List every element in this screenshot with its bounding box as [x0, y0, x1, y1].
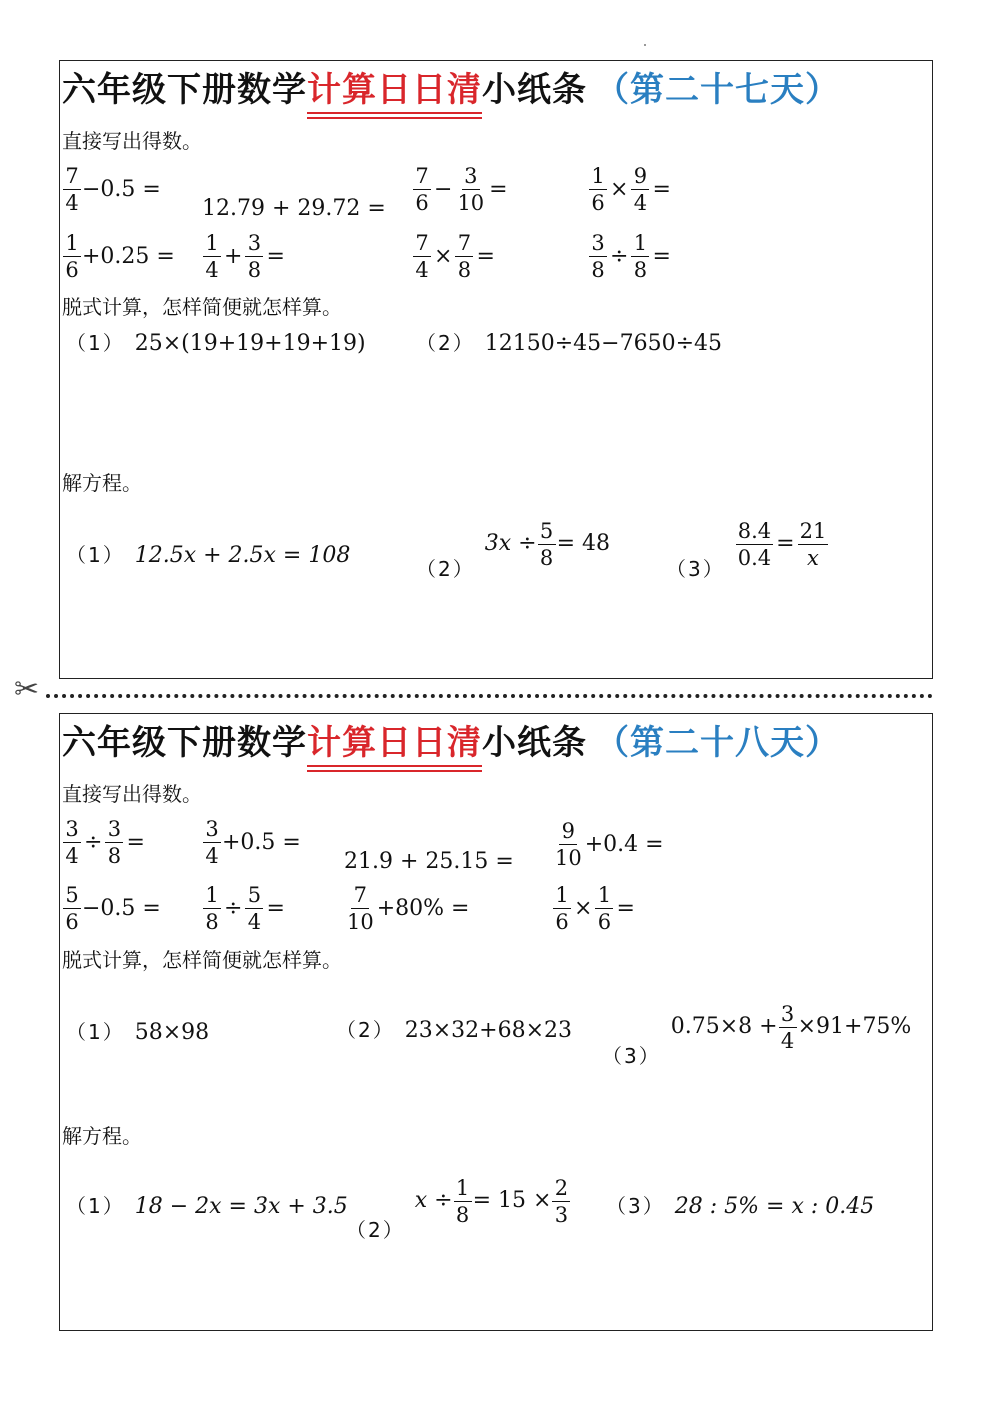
equals-sign: = — [652, 243, 671, 269]
equals-sign: = — [652, 176, 671, 202]
simplify-problem-3 — [602, 984, 911, 1071]
worksheet-day-28 — [59, 713, 933, 1331]
simplify-problem-1 — [66, 329, 366, 358]
operator: × — [574, 895, 593, 921]
equation-1 — [66, 1192, 348, 1221]
expression-head: 0.75×8 + — [670, 1014, 778, 1039]
problem-label: （2） — [346, 1218, 405, 1242]
direct-problem-7 — [344, 882, 470, 935]
numerator: 7 — [413, 163, 431, 190]
expression: 18 − 2x = 3x + 3.5 — [134, 1194, 348, 1219]
numerator: 1 — [553, 882, 571, 909]
equals-sign: = — [266, 243, 285, 269]
worksheet-title — [62, 67, 840, 113]
denominator: 8 — [455, 1202, 470, 1227]
title-suffix: 小纸条 — [482, 70, 587, 110]
numerator: 1 — [454, 1175, 472, 1202]
problem-label: （2） — [336, 1018, 395, 1042]
numerator: 5 — [63, 882, 81, 909]
equals-sign: = — [616, 895, 635, 921]
denominator: 8 — [205, 910, 219, 934]
worksheet-day-27 — [59, 60, 933, 679]
direct-problem-8 — [552, 882, 637, 935]
problem-label: （3） — [606, 1194, 665, 1218]
denominator: 4 — [205, 258, 219, 282]
denominator: 0.4 — [737, 545, 772, 570]
denominator: 4 — [247, 910, 262, 934]
direct-problem-1 — [62, 163, 161, 216]
denominator: 6 — [591, 191, 605, 215]
numerator: 5 — [538, 518, 556, 545]
numerator: 3 — [462, 163, 480, 190]
denominator: 6 — [65, 910, 79, 934]
equals-sign: = — [126, 829, 145, 855]
denominator: 10 — [457, 191, 485, 215]
section-equation: 解方程。 — [62, 471, 142, 495]
direct-problem-2 — [202, 816, 301, 869]
equals-sign: = — [266, 895, 285, 921]
equation-3 — [666, 505, 829, 584]
numerator: 1 — [595, 882, 613, 909]
denominator: 6 — [555, 910, 569, 934]
expression-tail: −0.5 = — [82, 176, 161, 202]
denominator: 8 — [633, 258, 648, 282]
equation-2 — [416, 505, 610, 584]
direct-problem-8 — [588, 230, 673, 283]
title-day: （第二十七天） — [595, 70, 840, 110]
denominator: 6 — [65, 258, 79, 282]
expression-head: x ÷ — [414, 1188, 453, 1213]
simplify-problem-1 — [66, 1018, 209, 1047]
problem-label: （3） — [666, 557, 725, 581]
numerator: 7 — [63, 163, 81, 190]
title-grade: 六年级下册数学 — [62, 70, 307, 110]
denominator: 10 — [347, 910, 374, 934]
section-simplify: 脱式计算，怎样简便就怎样算。 — [62, 948, 342, 972]
problem-label: （1） — [66, 331, 125, 355]
expression-tail: +0.5 = — [222, 829, 301, 855]
equals-sign: = — [776, 531, 795, 556]
denominator: x — [807, 545, 819, 570]
numerator: 1 — [589, 163, 607, 190]
numerator: 1 — [63, 230, 81, 257]
numerator: 3 — [203, 816, 221, 843]
direct-problem-3 — [412, 163, 510, 216]
expression-tail: +0.25 = — [82, 243, 175, 269]
denominator: 8 — [457, 258, 472, 282]
operator: + — [224, 243, 243, 269]
denominator: 6 — [415, 191, 429, 215]
operator: − — [434, 176, 453, 202]
direct-problem-2: 12.79 + 29.72 = — [202, 196, 386, 221]
direct-problem-1 — [62, 816, 147, 869]
equals-sign: = — [489, 176, 508, 202]
operator: ÷ — [84, 829, 103, 855]
direct-problem-6 — [202, 230, 287, 283]
expression: 25×(19+19+19+19) — [134, 331, 366, 356]
expression-tail: +80% = — [376, 895, 470, 921]
numerator: 1 — [203, 230, 221, 257]
expression-tail: ×91+75% — [797, 1014, 912, 1039]
problem-label: （1） — [66, 543, 125, 567]
scissors-icon: ✂ — [14, 672, 40, 707]
equation-1 — [66, 541, 350, 570]
denominator: 4 — [780, 1028, 795, 1053]
numerator: 9 — [631, 163, 649, 190]
expression-tail: +0.4 = — [584, 831, 664, 857]
denominator: 4 — [205, 844, 219, 868]
denominator: 6 — [597, 910, 612, 934]
denominator: 8 — [247, 258, 262, 282]
numerator: 3 — [779, 1001, 797, 1028]
denominator: 4 — [65, 844, 79, 868]
title-highlight: 计算日日清 — [307, 720, 482, 766]
section-direct-answer: 直接写出得数。 — [62, 782, 202, 806]
expression-head: 3x ÷ — [484, 531, 537, 556]
section-simplify: 脱式计算，怎样简便就怎样算。 — [62, 295, 342, 319]
numerator: 2 — [552, 1175, 570, 1202]
simplify-problem-2 — [416, 329, 722, 358]
numerator: 7 — [351, 882, 369, 909]
direct-problem-5 — [62, 882, 161, 935]
direct-problem-3: 21.9 + 25.15 = — [344, 849, 514, 874]
expression-middle: = 15 × — [472, 1188, 552, 1213]
numerator: 5 — [245, 882, 263, 909]
operator: × — [434, 243, 453, 269]
expression-tail: = 48 — [556, 531, 610, 556]
numerator: 3 — [245, 230, 263, 257]
section-direct-answer: 直接写出得数。 — [62, 129, 202, 153]
numerator: 7 — [455, 230, 473, 257]
operator: ÷ — [610, 243, 629, 269]
worksheet-title — [62, 720, 840, 766]
expression: 23×32+68×23 — [404, 1018, 573, 1043]
title-day: （第二十八天） — [595, 723, 840, 763]
expression: 58×98 — [134, 1020, 210, 1045]
numerator: 1 — [203, 882, 221, 909]
direct-problem-5 — [62, 230, 175, 283]
numerator: 3 — [105, 816, 123, 843]
numerator: 7 — [413, 230, 431, 257]
denominator: 4 — [633, 191, 648, 215]
problem-label: （2） — [416, 557, 475, 581]
direct-problem-7 — [412, 230, 497, 283]
problem-label: （2） — [416, 331, 475, 355]
denominator: 4 — [415, 258, 429, 282]
numerator: 8.4 — [737, 518, 772, 543]
section-equation: 解方程。 — [62, 1124, 142, 1148]
expression: 12.5x + 2.5x = 108 — [134, 543, 351, 568]
title-suffix: 小纸条 — [482, 723, 587, 763]
equation-3 — [606, 1192, 874, 1221]
direct-problem-4 — [552, 818, 664, 871]
numerator: 9 — [559, 818, 577, 845]
expression: 12150÷45−7650÷45 — [484, 331, 722, 356]
equals-sign: = — [476, 243, 495, 269]
simplify-problem-2 — [336, 1016, 572, 1045]
stray-dot — [644, 44, 646, 46]
numerator: 3 — [63, 816, 81, 843]
direct-problem-6 — [202, 882, 287, 935]
denominator: 4 — [65, 191, 79, 215]
numerator: 3 — [589, 230, 607, 257]
denominator: 8 — [591, 258, 605, 282]
title-highlight: 计算日日清 — [307, 67, 482, 113]
operator: ÷ — [224, 895, 243, 921]
equation-2 — [346, 1158, 571, 1245]
denominator: 8 — [539, 545, 554, 570]
expression-tail: −0.5 = — [82, 895, 161, 921]
denominator: 8 — [107, 844, 122, 868]
numerator: 1 — [631, 230, 649, 257]
operator: × — [610, 176, 629, 202]
direct-problem-4 — [588, 163, 673, 216]
denominator: 10 — [555, 846, 582, 870]
problem-label: （3） — [602, 1044, 661, 1068]
cut-line — [46, 694, 933, 698]
denominator: 3 — [554, 1202, 569, 1227]
expression: 28 : 5% = x : 0.45 — [674, 1194, 875, 1219]
problem-label: （1） — [66, 1020, 125, 1044]
problem-label: （1） — [66, 1194, 125, 1218]
title-grade: 六年级下册数学 — [62, 723, 307, 763]
numerator: 21 — [799, 518, 827, 543]
